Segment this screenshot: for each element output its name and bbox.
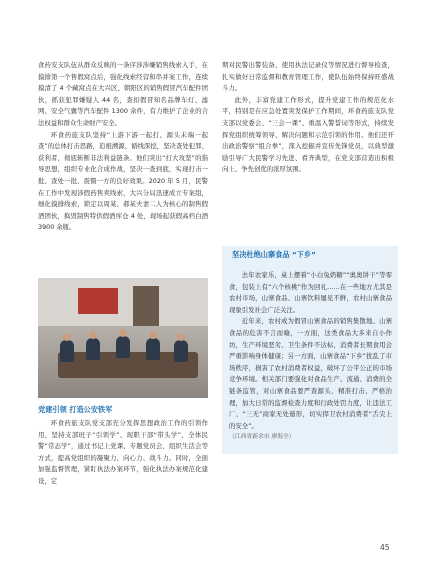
- photo-person-head: [89, 331, 97, 339]
- page-number: 45: [380, 543, 390, 552]
- source-note: （江西省新余市 廖海全）: [229, 434, 295, 441]
- photo-person-head: [149, 331, 157, 339]
- paragraph: 食药安支队伍从群众反映的一条序涉涉嫌销售线索入手，在摸排第一个售假窝点后，强化线索经营和串并案工作，连续摸清了 4 个藏窝点在大兴区、朝阳区的销售假冒汽车配件团伙，抓获犯罪嫌疑人 44 名，查扣假冒知名品牌车灯、滤网、安全气囊等汽车配件 1300 余件，有力维护了企业的合法权益和群众生命财产安全。: [38, 61, 208, 127]
- photo-person: [146, 338, 160, 360]
- right-column: [222, 60, 394, 176]
- paragraph: 此外，丰富党建工作形式，提升党建工作的规范化水平，特别是在应急处置突发保护工作期间，环食药旅支队党支部以党委会、“三会一课”、重温入警誓词等形式，持续发挥党组织统筹领导、解决问题和示范引领的作用。他们还开出政治警察“组合拳”，深入挖掘并宣传先锋党员，以典型激励引导广大民警学习先进、看齐典型，在党支部营造出积极向上、争先创优的浓厚氛围。: [222, 95, 394, 174]
- meeting-photo: [38, 278, 208, 398]
- section-heading: 党建引领 打造公安铁军: [38, 405, 113, 414]
- left-column-continued: [38, 418, 208, 488]
- paragraph: 环食药旅支队党支部充分发挥思想政治工作的引领作用，坚持支部班子“引领学”、现职干部“带头学”、全体民警“常态学”，通过书记上党课、专题党员会、组织生活会等方式，提高党组织的凝聚力、向心力、战斗力。同时，全面加强监督管理，紧盯执法办案环节，强化执法办案规范化建设，定: [38, 419, 208, 485]
- photo-door: [133, 286, 159, 326]
- photo-person: [86, 338, 100, 360]
- photo-wall: [38, 278, 208, 326]
- photo-person: [174, 340, 188, 362]
- paragraph: 近年来，农村成为假冒山寨食品的销售集散地。山寨食品的危害不言而喻，一方面，这类食品大多来自小作坊，生产环境恶劣、卫生条件不达标，消费者长期食用会严重影响身体健康；另一方面，山寨食品“下乡”扰乱了市场秩序，损害了农村消费者权益，破坏了公平公正的市场竞争环境。相关部门要强化对食品生产、流通、消费的全链条监管，对山寨食品要严查源头、精准打击、严格治理，加大日常的监督检查力度和行政处罚力度，让违法工厂、“三无”商家无处遁形，切实捍卫农村消费者“舌尖上的安全”。: [229, 317, 392, 430]
- photo-person: [116, 336, 130, 358]
- sidebar-title: 坚决杜绝山寨食品 “下乡”: [232, 250, 316, 259]
- photo-person-head: [63, 333, 71, 341]
- left-column: [38, 60, 208, 234]
- photo-person-head: [177, 333, 185, 341]
- photo-flag: [78, 288, 118, 314]
- sidebar-body: [229, 270, 392, 444]
- paragraph: 去年农家乐，桌上摆着“小白兔奶糖”“奥奥饼干”等零食，包装上有“六个核桃”作为回礼……在一些地方尤其是农村市场，山寨食品、山寨饮料屡见不鲜，农村山寨食品现象引发社会广泛关注。: [229, 271, 392, 314]
- photo-person-head: [119, 329, 127, 337]
- paragraph: 环食药旅支队坚持“上游下游一起打、源头末端一起查”的总体打击思路，追根溯源、循线深挖，坚决查处犯罪、获利者，彻底斩断非法利益链条。他们突出“打大攻坚”的指导思想，组织专业化合成作战，坚决一查到底，实现打击一批、查处一批、震慑一方的良好效果。2020 年 5 月，民警在工作中发现涉假药售卖线索，大兴分局迅速成立专案组，细化摸排线索，锁定以周某、郝某夫妻二人为核心的制售假酒团伙，捣毁制售特供假酒库仓 4 处，现场起获假高档白酒 3900 余瓶。: [38, 130, 208, 232]
- photo-person: [60, 340, 74, 362]
- paragraph: 期对民警出警装备、使用执法记录仪等情况进行督导检查，扎实做好日常监督和教育管理工作，使队伍始终保持旺盛战斗力。: [222, 61, 394, 93]
